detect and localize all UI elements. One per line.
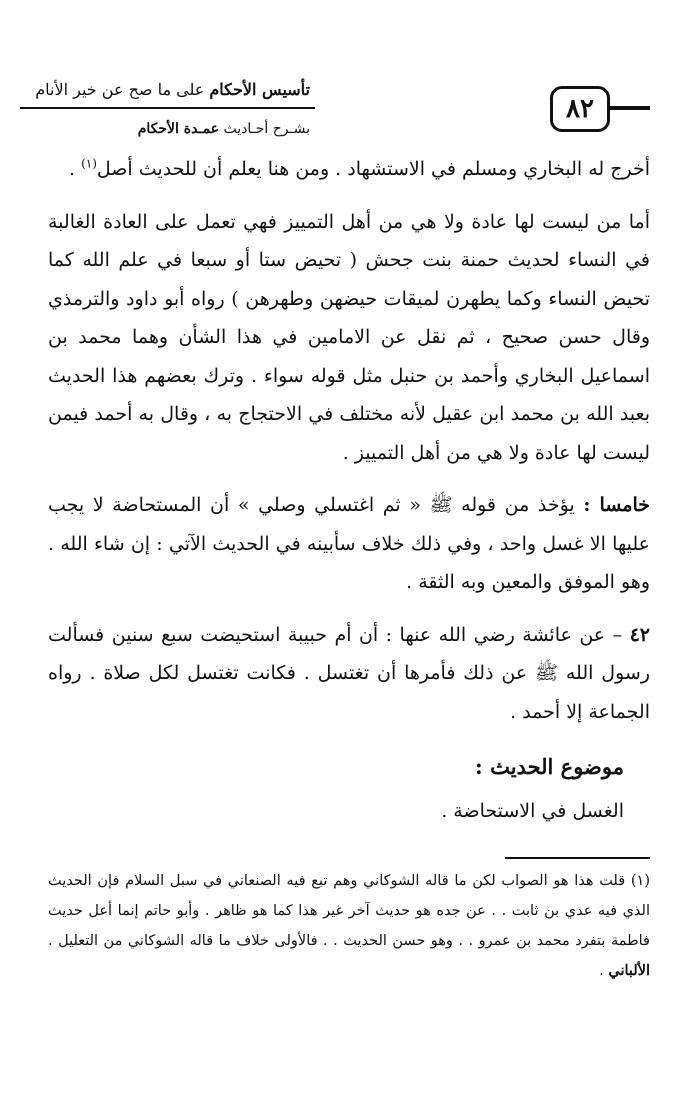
paragraph-2: أما من ليست لها عادة ولا هي من أهل التمييز فهي تعمل على العادة الغالبة في النساء لحديث حمنة بنت جحش ( تحيض ستا أو سبعا في علم الله كما تحيض النساء وكما يطهرن لميقات حيضهن وطهرهن ) رواه أبو داود والترمذي وقال حسن صحيح ، ثم نقل عن الامامين في هذا الشأن وهما محمد بن اسماعيل البخاري وأحمد بن حنبل مثل قوله سواء . وترك بعضهم هذا الحديث بعبد الله بن محمد ابن عقيل لأنه مختلف في الاحتجاج به ، وقال به أحمد فيمن ليست لها عادة ولا هي من أهل التمييز .: [48, 210, 650, 464]
page-number: ٨٢: [550, 86, 610, 132]
paragraph-3-lead: خامسا :: [583, 494, 650, 516]
paragraph-4-text: – عن عائشة رضي الله عنها : أن أم حبيبة استحيضت سبع سنين فسألت رسول الله ﷺ عن ذلك فأمرها أن تغتسل . فكانت تغتسل لكل صلاة . رواه الجماعة إلا أحمد .: [48, 623, 650, 723]
paragraph-1-end: .: [68, 158, 82, 180]
book-title-rest: على ما صح عن خير الأنام: [35, 80, 210, 99]
section-heading: موضوع الحديث :: [475, 754, 624, 779]
paragraph-1: [48, 150, 650, 189]
paragraph-3: [48, 486, 650, 602]
running-header-subtitle: [20, 119, 310, 139]
header-rule: [20, 107, 315, 109]
paragraph-3-text: يؤخذ من قوله ﷺ « ثم اغتسلي وصلي » أن المستحاضة لا يجب عليها الا غسل واحد ، وفي ذلك خلاف سأبينه في الحديث الآتي : إن شاء الله . وهو الموفق والمعين وبه الثقة .: [48, 494, 650, 593]
footnote: [48, 866, 650, 986]
hadith-number: ٤٢: [629, 623, 650, 646]
main-text: [48, 150, 650, 833]
footnote-end: .: [599, 963, 609, 979]
footnote-rule: [505, 857, 650, 859]
book-title-bold: تأسيس الأحكام: [209, 80, 310, 99]
section-topic: الغسل في الاستحاضة .: [441, 800, 624, 822]
paragraph-4: [48, 616, 650, 732]
footnote-text: (١) قلت هذا هو الصواب لكن ما قاله الشوكاني وهم تبع فيه الصنعاني في سبل السلام فإن الحديث الذي فيه عدي بن ثابت . . عن جده هو حديث آخر غير هذا كما هو ظاهر . وأبو حاتم إنما أعل حديث فاطمة بتفرد محمد بن عمرو . . وهو حسن الحديث . . فالأولى خلاف ما قاله الشوكاني من التعليل .: [48, 873, 650, 949]
subtitle-bold: عمـدة الأحكام: [137, 121, 220, 137]
header-rule-right: [608, 106, 650, 110]
subtitle-prefix: بشـرح أحـاديث: [219, 121, 310, 137]
footnote-author: الألباني: [608, 962, 650, 979]
footnote-marker: (١): [81, 156, 97, 171]
running-header-title: [20, 79, 310, 101]
paragraph-1-text: أخرج له البخاري ومسلم في الاستشهاد . ومن هنا يعلم أن للحديث أصل: [96, 158, 650, 180]
